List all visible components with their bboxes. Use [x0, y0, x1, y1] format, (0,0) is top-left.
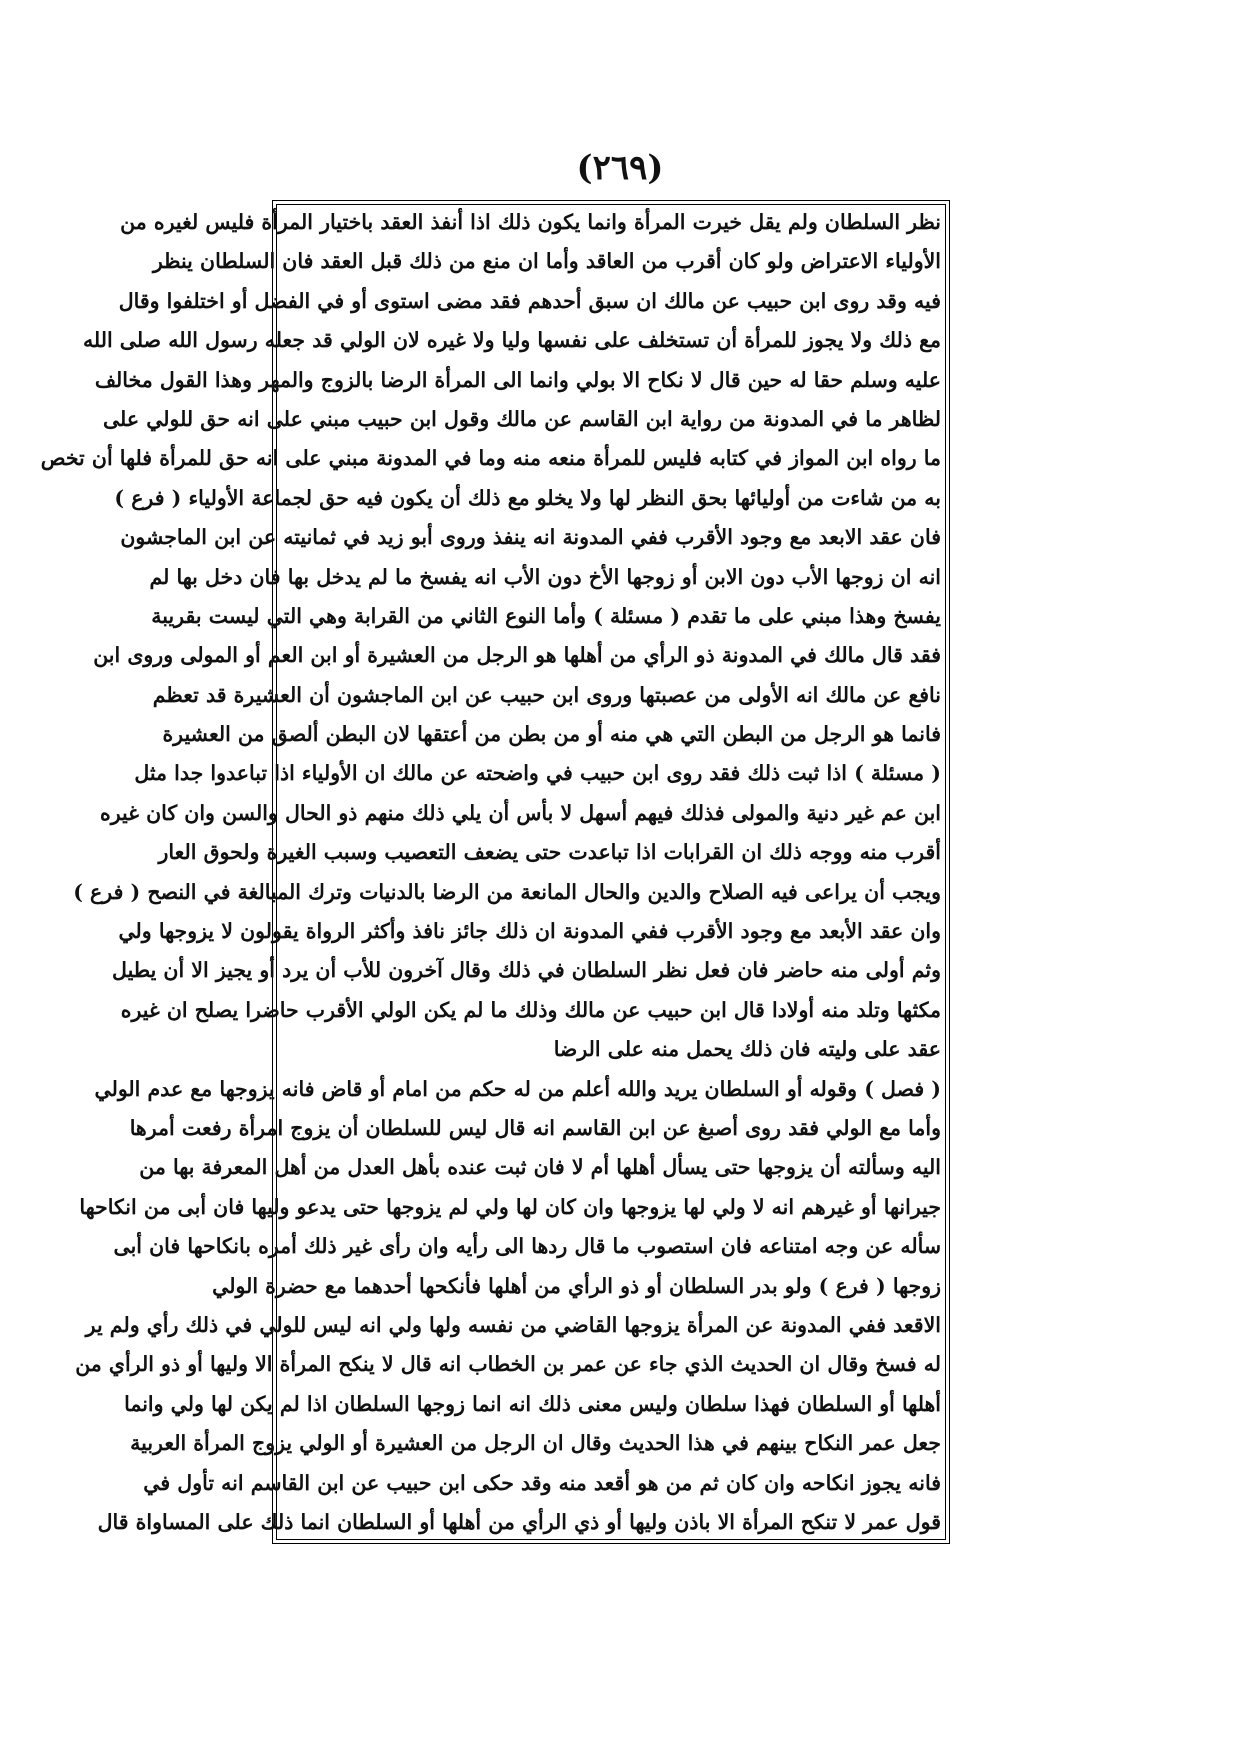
text-line: أقرب منه ووجه ذلك ان القرابات اذا تباعدت حتى يضعف التعصيب وسبب الغيرة ولحوق العار [158, 840, 941, 865]
text-line: ابن عم غير دنية والمولى فذلك فيهم أسهل لا بأس أن يلي ذلك منهم ذو الحال والسن وان كان غيره [100, 800, 941, 825]
text-line: وثم أولى منه حاضر فان فعل نظر السلطان في ذلك وقال آخرون للأب أن يرد أو يجيز الا أن يطيل [112, 958, 941, 983]
text-line: نافع عن مالك انه الأولى من عصبتها وروى ابن حبيب عن ابن الماجشون أن العشيرة قد تعظم [152, 682, 941, 707]
text-frame [40, 200, 950, 1544]
text-line: ويجب أن يراعى فيه الصلاح والدين والحال المانعة من الرضا بالدنيات وترك المبالغة في النصح ( فرع ) [73, 879, 941, 904]
text-line: زوجها ( فرع ) ولو بدر السلطان أو ذو الرأي من أهلها فأنكحها أحدهما مع حضرة الولي [212, 1273, 941, 1298]
text-line: فانما هو الرجل من البطن التي هي منه أو من بطن من أعتقها لان البطن ألصق من العشيرة [162, 722, 941, 747]
text-line: أهلها أو السلطان فهذا سلطان وليس معنى ذلك انه انما زوجها السلطان اذا لم يكن لها ولي وانما [124, 1391, 941, 1416]
text-line: قول عمر لا تنكح المرأة الا باذن وليها أو ذي الرأي من أهلها أو السلطان انما ذلك على المساواة قال [97, 1509, 941, 1534]
text-line: الاقعد ففي المدونة عن المرأة يزوجها القاضي من نفسه ولها ولي انه ليس للولي في ذلك رأي ولم ير [85, 1312, 941, 1337]
text-line: وأما مع الولي فقد روى أصبغ عن ابن القاسم انه قال ليس للسلطان أن يزوج امرأة رفعت أمرها [129, 1115, 941, 1140]
page-number: (٢٦٩) [576, 148, 664, 188]
text-line: سأله عن وجه امتناعه فان استصوب ما قال ردها الى رأيه وان رأى غير ذلك أمره بانكاحها فان أبى [113, 1234, 941, 1259]
text-line: ما رواه ابن المواز في كتابه فليس للمرأة منعه منه وما في المدونة مبني على انه حق للمرأة فلها أن تخص [40, 446, 941, 471]
text-line: جعل عمر النكاح بينهم في هذا الحديث وقال ان الرجل من العشيرة أو الولي يزوج المرأة العربية [130, 1431, 941, 1456]
text-line: يفسخ وهذا مبني على ما تقدم ( مسئلة ) وأما النوع الثاني من القرابة وهي التي ليست بقريبة [151, 603, 941, 628]
text-body [40, 205, 941, 1539]
text-line: به من شاءت من أوليائها بحق النظر لها ولا يخلو مع ذلك أن يكون فيه حق لجماعة الأولياء ( فرع ) [114, 485, 941, 510]
text-line: عليه وسلم حقا له حين قال لا نكاح الا بولي وانما الى المرأة الرضا بالزوج والمهر وهذا القول مخالف [94, 367, 941, 392]
text-line: اليه وسألته أن يزوجها حتى يسأل أهلها أم لا فان ثبت عنده بأهل العدل من أهل المعرفة بها من [139, 1155, 941, 1180]
text-line: نظر السلطان ولم يقل خيرت المرأة وانما يكون ذلك اذا أنفذ العقد باختيار المرأة فليس لغيره من [120, 210, 941, 234]
text-line: الأولياء الاعتراض ولو كان أقرب من العاقد وأما ان منع من ذلك قبل العقد فان السلطان ينظر [152, 249, 941, 274]
text-line: فيه وقد روى ابن حبيب عن مالك ان سبق أحدهم فقد مضى استوى أو في الفضل أو اختلفوا وقال [118, 288, 941, 313]
text-line: لظاهر ما في المدونة من رواية ابن القاسم عن مالك وقول ابن حبيب مبني على انه حق للولي على [102, 406, 941, 431]
text-line: جيرانها أو غيرهم انه لا ولي لها يزوجها وان كان لها ولي لم يزوجها حتى يدعو وليها فان أبى من انكاحها [79, 1194, 941, 1219]
text-line: مع ذلك ولا يجوز للمرأة أن تستخلف على نفسها وليا ولا غيره لان الولي قد جعله رسول الله صلى الله [82, 328, 941, 353]
text-line: انه ان زوجها الأب دون الابن أو زوجها الأخ دون الأب انه يفسخ ما لم يدخل بها فان دخل بها لم [149, 564, 941, 589]
text-line: له فسخ وقال ان الحديث الذي جاء عن عمر بن الخطاب انه قال لا ينكح المرأة الا وليها أو ذو الرأي من [75, 1352, 941, 1377]
text-line: ( فصل ) وقوله أو السلطان يريد والله أعلم من له حكم من امام أو قاض فانه يزوجها مع عدم الولي [94, 1076, 941, 1101]
text-line: عقد على وليته فان ذلك يحمل منه على الرضا [553, 1037, 941, 1062]
text-line: مكثها وتلد منه أولادا قال ابن حبيب عن مالك وذلك ما لم يكن الولي الأقرب حاضرا يصلح ان غيره [120, 997, 941, 1022]
text-line: وان عقد الأبعد مع وجود الأقرب ففي المدونة ان ذلك جائز نافذ وأكثر الرواة يقولون لا يزوجها ولي [118, 919, 941, 944]
text-line: فانه يجوز انكاحه وان كان ثم من هو أقعد منه وقد حكى ابن حبيب عن ابن القاسم انه تأول في [143, 1470, 941, 1495]
text-line: ( مسئلة ) اذا ثبت ذلك فقد روى ابن حبيب في واضحته عن مالك ان الأولياء اذا تباعدوا جدا مثل [134, 761, 941, 786]
text-line: فقد قال مالك في المدونة ذو الرأي من أهلها هو الرجل من العشيرة أو ابن العم أو المولى وروى ابن [93, 643, 941, 668]
text-line: فان عقد الابعد مع وجود الأقرب ففي المدونة انه ينفذ وروى أبو زيد في ثمانيته عن ابن الماجشون [120, 525, 941, 550]
